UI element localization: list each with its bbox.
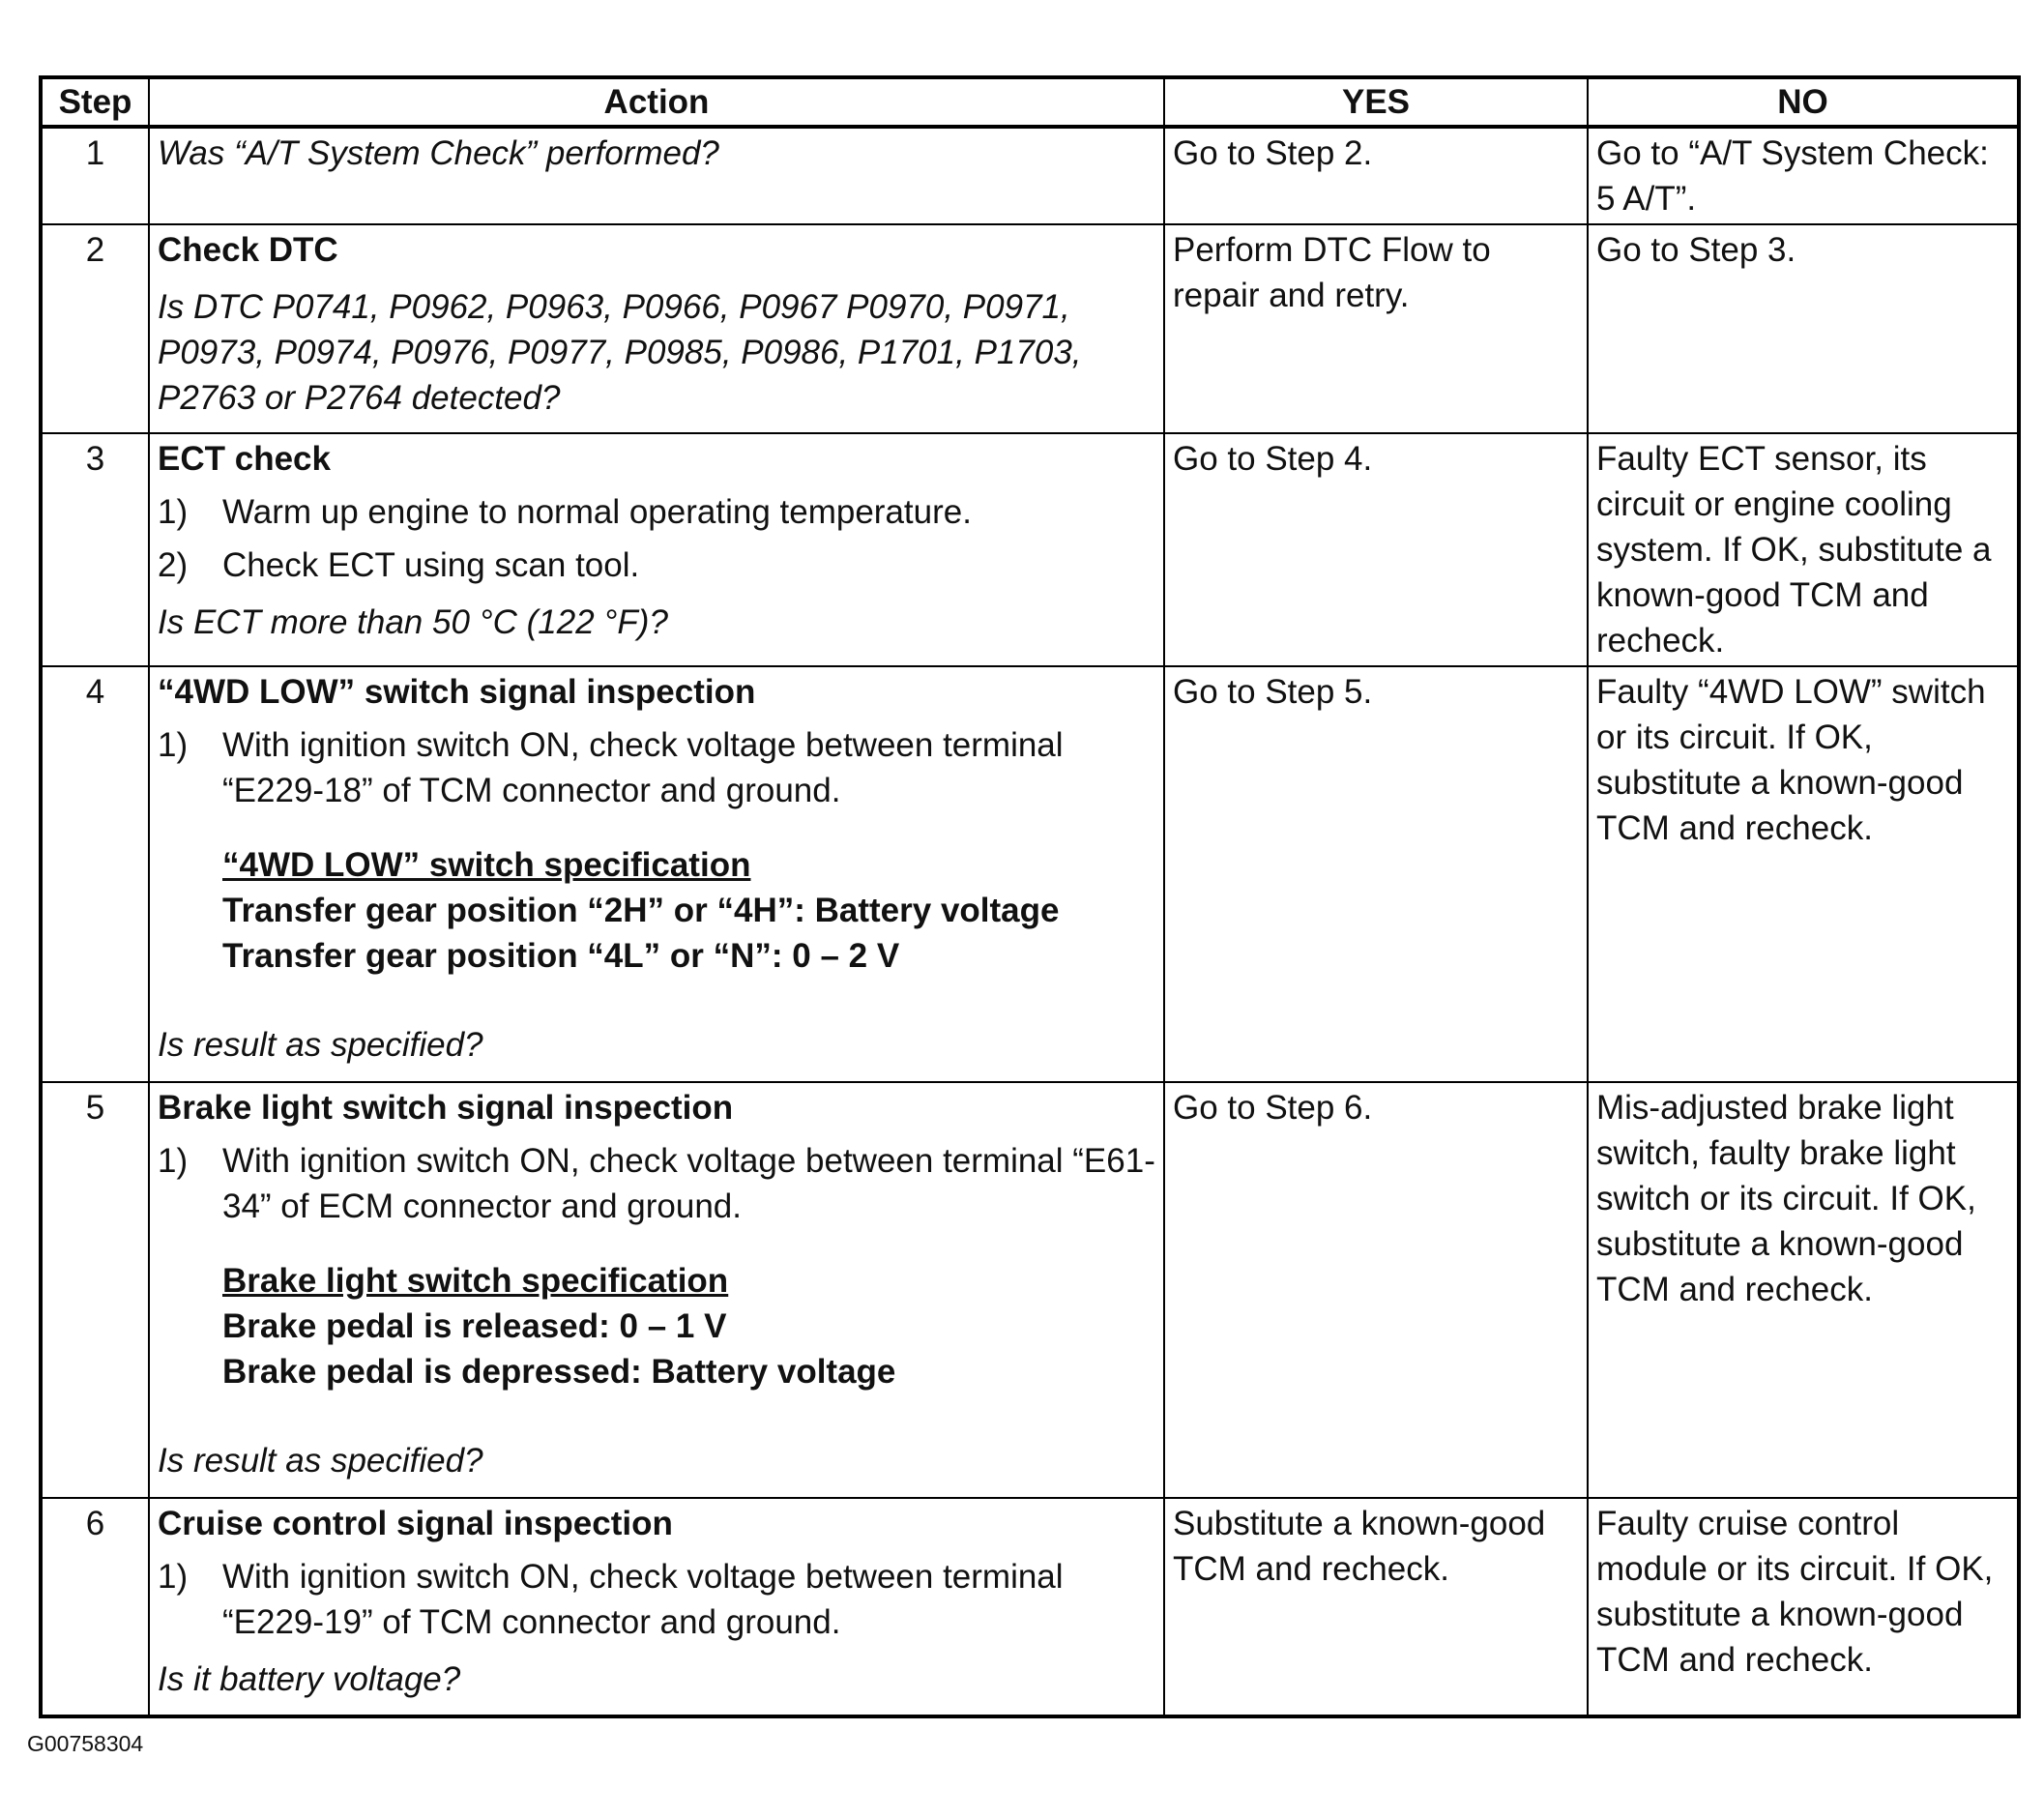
step-number: 6: [41, 1498, 149, 1716]
item-text: With ignition switch ON, check voltage between terminal “E61-34” of ECM connector and ground.: [222, 1142, 1155, 1225]
spec-line: Transfer gear position “4L” or “N”: 0 – 2 V: [222, 937, 900, 975]
item-text: Check ECT using scan tool.: [222, 546, 640, 584]
action-cell: [149, 127, 1164, 224]
action-heading: “4WD LOW” switch signal inspection: [158, 673, 756, 711]
step-number: 5: [41, 1082, 149, 1498]
action-cell: [149, 433, 1164, 666]
action-step-item: [158, 722, 1155, 813]
no-cell: Faulty ECT sensor, its circuit or engine cooling system. If OK, substitute a known-good TCM and recheck.: [1588, 433, 2019, 666]
spec-line: Transfer gear position “2H” or “4H”: Battery voltage: [222, 892, 1060, 929]
action-cell: [149, 1082, 1164, 1498]
no-cell: Go to Step 3.: [1588, 224, 2019, 433]
action-question: Was “A/T System Check” performed?: [158, 134, 719, 172]
item-number: 1): [158, 493, 189, 531]
action-question: Is DTC P0741, P0962, P0963, P0966, P0967 P0970, P0971, P0973, P0974, P0976, P0977, P0985, P0986, P1701, P1703, P2763 or P2764 detected?: [158, 288, 1082, 417]
spec-line: Brake pedal is depressed: Battery voltage: [222, 1353, 896, 1391]
item-number: 1): [158, 726, 189, 764]
no-cell: Faulty “4WD LOW” switch or its circuit. If OK, substitute a known-good TCM and recheck.: [1588, 666, 2019, 1082]
spec-title: Brake light switch specification: [222, 1262, 729, 1300]
action-cell: [149, 224, 1164, 433]
action-heading: Check DTC: [158, 231, 338, 269]
action-cell: [149, 666, 1164, 1082]
item-number: 1): [158, 1142, 189, 1180]
action-heading: Brake light switch signal inspection: [158, 1089, 734, 1127]
header-row: [41, 77, 2019, 127]
item-number: 2): [158, 546, 189, 584]
item-text: With ignition switch ON, check voltage between terminal “E229-19” of TCM connector and ground.: [222, 1558, 1064, 1641]
action-question: Is result as specified?: [158, 1026, 483, 1064]
table-row: [41, 127, 2019, 224]
action-question: Is it battery voltage?: [158, 1660, 461, 1698]
item-number: 1): [158, 1558, 189, 1596]
header-no: NO: [1588, 77, 2019, 127]
action-step-item: [158, 1554, 1155, 1645]
no-cell: Go to “A/T System Check: 5 A/T”.: [1588, 127, 2019, 224]
action-question: Is result as specified?: [158, 1442, 483, 1480]
action-step-item: [158, 542, 1155, 588]
figure-code: G00758304: [27, 1731, 144, 1756]
action-question: Is ECT more than 50 °C (122 °F)?: [158, 603, 668, 641]
action-step-item: [158, 1138, 1155, 1229]
yes-cell: Perform DTC Flow to repair and retry.: [1164, 224, 1588, 433]
no-cell: Mis-adjusted brake light switch, faulty brake light switch or its circuit. If OK, substitute a known-good TCM and recheck.: [1588, 1082, 2019, 1498]
step-number: 1: [41, 127, 149, 224]
troubleshooting-table: [39, 75, 2021, 1718]
step-number: 3: [41, 433, 149, 666]
header-yes: YES: [1164, 77, 1588, 127]
action-heading: ECT check: [158, 440, 331, 478]
spec-line: Brake pedal is released: 0 – 1 V: [222, 1307, 727, 1345]
step-number: 2: [41, 224, 149, 433]
yes-cell: Go to Step 4.: [1164, 433, 1588, 666]
step-number: 4: [41, 666, 149, 1082]
yes-cell: Substitute a known-good TCM and recheck.: [1164, 1498, 1588, 1716]
header-action: Action: [149, 77, 1164, 127]
no-cell: Faulty cruise control module or its circuit. If OK, substitute a known-good TCM and recheck.: [1588, 1498, 2019, 1716]
item-text: With ignition switch ON, check voltage between terminal “E229-18” of TCM connector and ground.: [222, 726, 1064, 809]
table-row: [41, 433, 2019, 666]
spec-title: “4WD LOW” switch specification: [222, 846, 751, 884]
item-text: Warm up engine to normal operating temperature.: [222, 493, 972, 531]
yes-cell: Go to Step 5.: [1164, 666, 1588, 1082]
specification-block: [158, 1258, 1155, 1394]
yes-cell: Go to Step 6.: [1164, 1082, 1588, 1498]
action-heading: Cruise control signal inspection: [158, 1505, 673, 1542]
table-row: [41, 666, 2019, 1082]
table-row: [41, 224, 2019, 433]
action-step-item: [158, 489, 1155, 535]
action-cell: [149, 1498, 1164, 1716]
yes-cell: Go to Step 2.: [1164, 127, 1588, 224]
table-row: [41, 1498, 2019, 1716]
specification-block: [158, 842, 1155, 979]
table-row: [41, 1082, 2019, 1498]
header-step: Step: [41, 77, 149, 127]
